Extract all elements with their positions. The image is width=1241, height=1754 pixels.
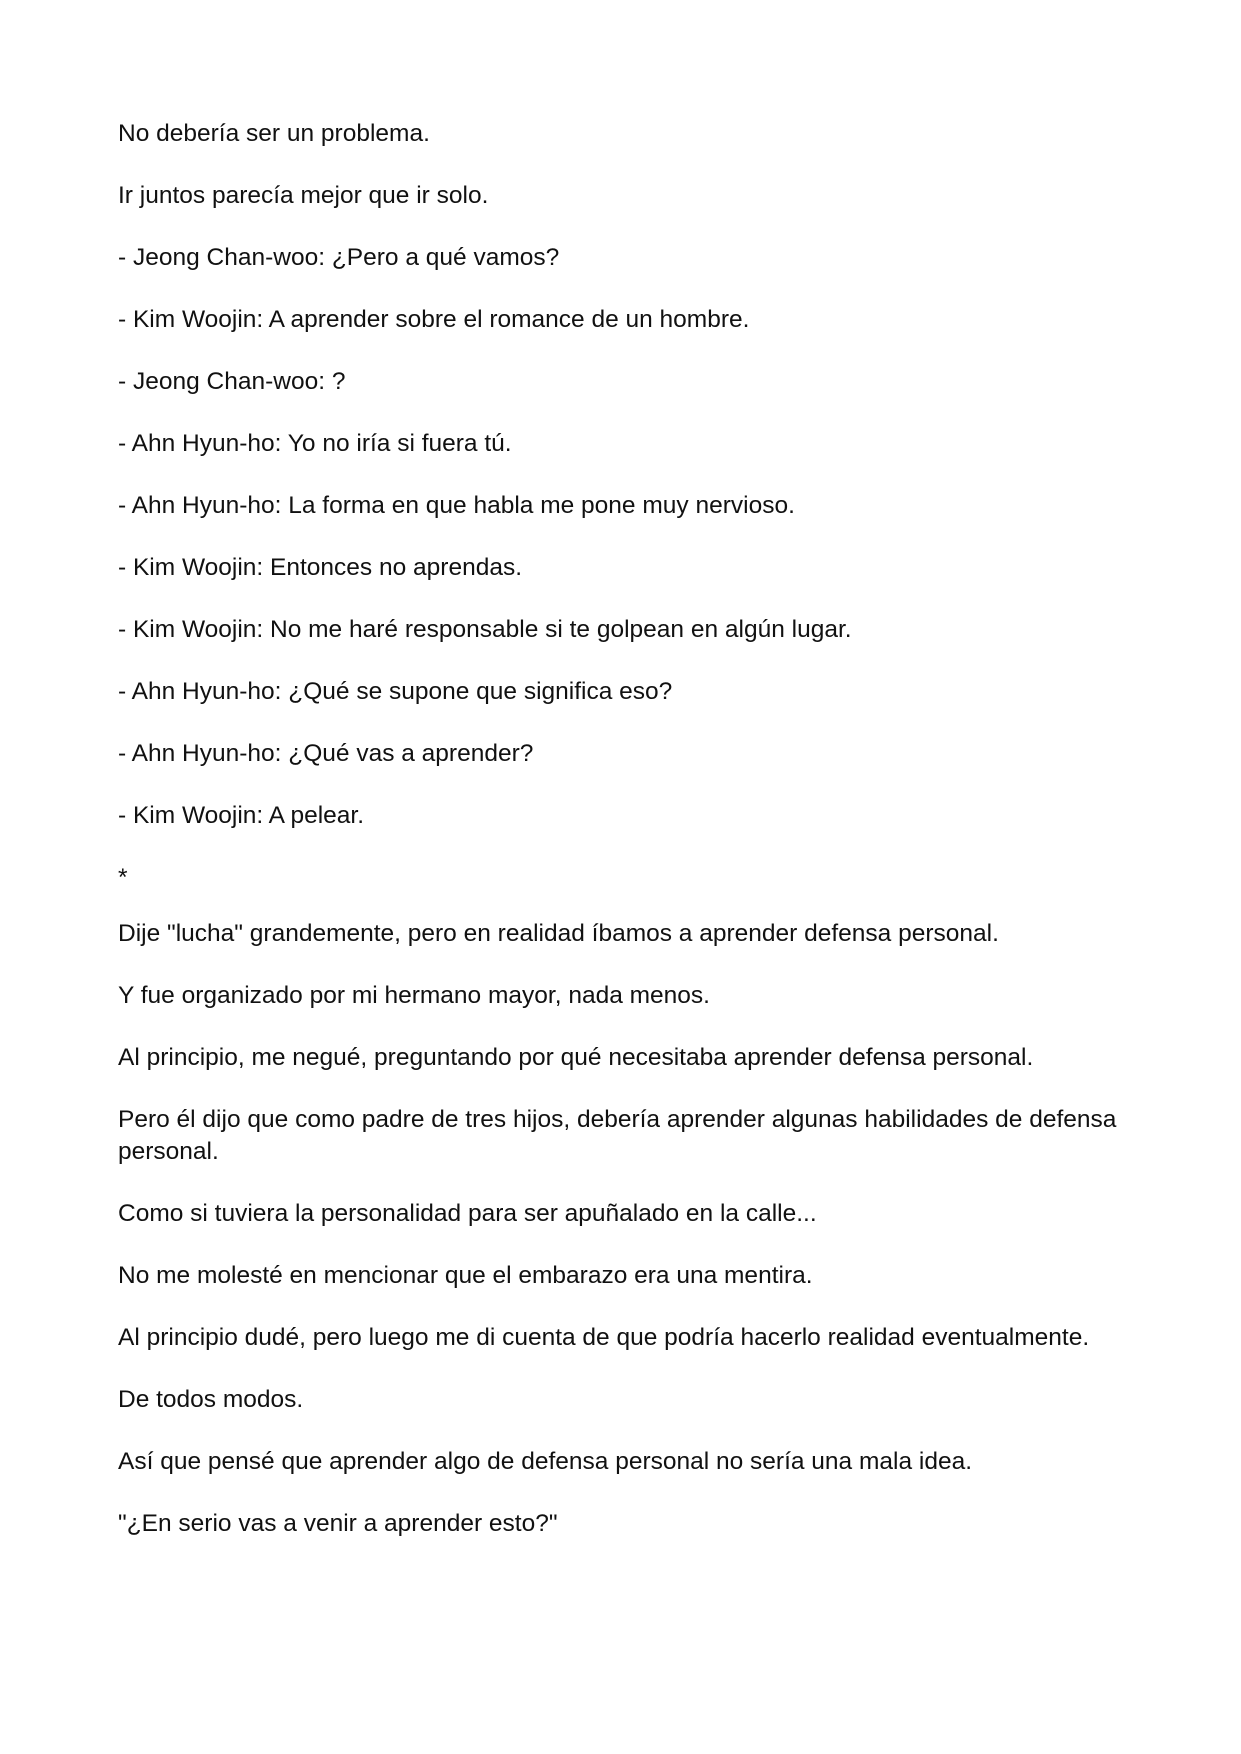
scene-break: *	[118, 864, 128, 891]
paragraph: Y fue organizado por mi hermano mayor, nada menos.	[118, 982, 710, 1009]
paragraph: Ir juntos parecía mejor que ir solo.	[118, 182, 489, 209]
paragraph: De todos modos.	[118, 1386, 304, 1413]
dialogue-line: - Ahn Hyun-ho: ¿Qué se supone que significa eso?	[118, 678, 673, 705]
dialogue-line: - Ahn Hyun-ho: Yo no iría si fuera tú.	[118, 430, 512, 457]
dialogue-line: - Jeong Chan-woo: ¿Pero a qué vamos?	[118, 244, 560, 271]
document-body	[118, 118, 1133, 1570]
dialogue-line: - Kim Woojin: Entonces no aprendas.	[118, 554, 523, 581]
dialogue-line: - Kim Woojin: A aprender sobre el romance de un hombre.	[118, 306, 750, 333]
dialogue-line: - Ahn Hyun-ho: ¿Qué vas a aprender?	[118, 740, 534, 767]
paragraph: Pero él dijo que como padre de tres hijos, debería aprender algunas habilidades de defensa personal.	[118, 1106, 1117, 1165]
paragraph: "¿En serio vas a venir a aprender esto?"	[118, 1510, 558, 1537]
dialogue-line: - Jeong Chan-woo: ?	[118, 368, 346, 395]
paragraph: Así que pensé que aprender algo de defensa personal no sería una mala idea.	[118, 1448, 973, 1475]
dialogue-line: - Ahn Hyun-ho: La forma en que habla me pone muy nervioso.	[118, 492, 795, 519]
paragraph: Al principio dudé, pero luego me di cuenta de que podría hacerlo realidad eventualmente.	[118, 1324, 1090, 1351]
paragraph: Al principio, me negué, preguntando por qué necesitaba aprender defensa personal.	[118, 1044, 1034, 1071]
paragraph: No me molesté en mencionar que el embarazo era una mentira.	[118, 1262, 813, 1289]
dialogue-line: - Kim Woojin: No me haré responsable si te golpean en algún lugar.	[118, 616, 852, 643]
paragraph: Como si tuviera la personalidad para ser apuñalado en la calle...	[118, 1200, 817, 1227]
dialogue-line: - Kim Woojin: A pelear.	[118, 802, 365, 829]
paragraph: Dije "lucha" grandemente, pero en realidad íbamos a aprender defensa personal.	[118, 920, 999, 947]
paragraph: No debería ser un problema.	[118, 120, 430, 147]
